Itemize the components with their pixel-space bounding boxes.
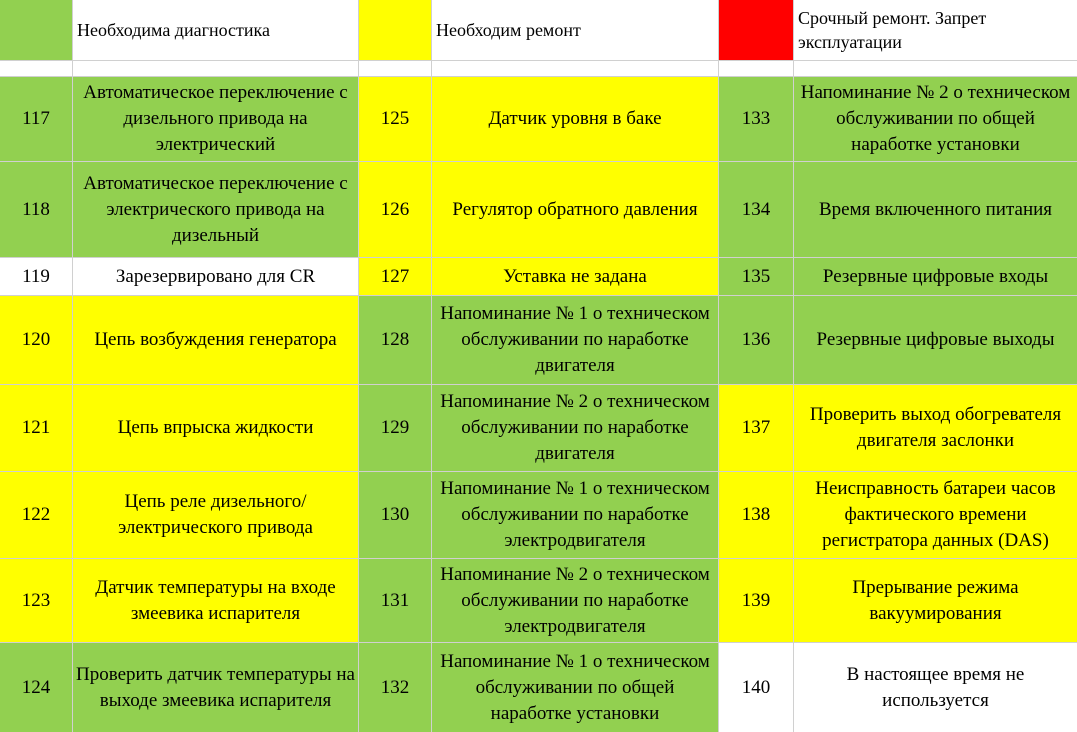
code-cell: 121 — [0, 385, 73, 471]
code-cell: 126 — [359, 162, 432, 257]
description-cell: Напоминание № 1 о техническом обслуживании по наработке электродвигателя — [432, 472, 719, 558]
description-cell: Зарезервировано для CR — [73, 258, 359, 295]
legend-swatch-yellow — [359, 0, 432, 60]
code-cell: 130 — [359, 472, 432, 558]
code-cell: 123 — [0, 559, 73, 642]
code-cell: 131 — [359, 559, 432, 642]
code-cell: 128 — [359, 296, 432, 384]
table-row — [0, 643, 1077, 732]
code-cell: 117 — [0, 77, 73, 161]
spacer-cell — [432, 61, 719, 76]
description-cell: Автоматическое переключение с электрического привода на дизельный — [73, 162, 359, 257]
spacer-row — [0, 61, 1077, 77]
code-cell: 118 — [0, 162, 73, 257]
description-cell: Напоминание № 2 о техническом обслуживании по наработке электродвигателя — [432, 559, 719, 642]
description-cell: В настоящее время не используется — [794, 643, 1077, 732]
description-cell: Проверить датчик температуры на выходе змеевика испарителя — [73, 643, 359, 732]
code-cell: 134 — [719, 162, 794, 257]
description-cell: Резервные цифровые входы — [794, 258, 1077, 295]
legend-row — [0, 0, 1077, 61]
table-row — [0, 77, 1077, 162]
code-cell: 129 — [359, 385, 432, 471]
spacer-cell — [0, 61, 73, 76]
spacer-cell — [73, 61, 359, 76]
code-cell: 119 — [0, 258, 73, 295]
spacer-cell — [359, 61, 432, 76]
spacer-cell — [794, 61, 1077, 76]
code-cell: 137 — [719, 385, 794, 471]
code-cell: 122 — [0, 472, 73, 558]
description-cell: Напоминание № 1 о техническом обслуживании по общей наработке установки — [432, 643, 719, 732]
code-cell: 132 — [359, 643, 432, 732]
code-cell: 125 — [359, 77, 432, 161]
code-cell: 124 — [0, 643, 73, 732]
table-row — [0, 385, 1077, 472]
code-cell: 133 — [719, 77, 794, 161]
description-cell: Напоминание № 1 о техническом обслуживании по наработке двигателя — [432, 296, 719, 384]
description-cell: Проверить выход обогревателя двигателя заслонки — [794, 385, 1077, 471]
description-cell: Время включенного питания — [794, 162, 1077, 257]
description-cell: Регулятор обратного давления — [432, 162, 719, 257]
table-row — [0, 162, 1077, 258]
table-row — [0, 472, 1077, 559]
table-row — [0, 559, 1077, 643]
code-cell: 139 — [719, 559, 794, 642]
code-cell: 138 — [719, 472, 794, 558]
description-cell: Автоматическое переключение с дизельного привода на электрический — [73, 77, 359, 161]
legend-swatch-green — [0, 0, 73, 60]
description-cell: Цепь впрыска жидкости — [73, 385, 359, 471]
spacer-cell — [719, 61, 794, 76]
legend-label-repair: Необходим ремонт — [432, 0, 719, 60]
description-cell: Напоминание № 2 о техническом обслуживании по наработке двигателя — [432, 385, 719, 471]
table-row — [0, 296, 1077, 385]
code-cell: 127 — [359, 258, 432, 295]
description-cell: Неисправность батареи часов фактического времени регистратора данных (DAS) — [794, 472, 1077, 558]
description-cell: Цепь реле дизельного/электрического привода — [73, 472, 359, 558]
code-cell: 135 — [719, 258, 794, 295]
legend-label-diagnostics: Необходима диагностика — [73, 0, 359, 60]
description-cell: Датчик температуры на входе змеевика испарителя — [73, 559, 359, 642]
legend-label-urgent: Срочный ремонт. Запрет эксплуатации — [798, 8, 987, 52]
code-cell: 120 — [0, 296, 73, 384]
description-cell: Уставка не задана — [432, 258, 719, 295]
description-cell: Прерывание режима вакуумирования — [794, 559, 1077, 642]
code-cell: 140 — [719, 643, 794, 732]
description-cell: Цепь возбуждения генератора — [73, 296, 359, 384]
description-cell: Датчик уровня в баке — [432, 77, 719, 161]
legend-swatch-red — [719, 0, 794, 60]
description-cell: Резервные цифровые выходы — [794, 296, 1077, 384]
table-row — [0, 258, 1077, 296]
description-cell: Напоминание № 2 о техническом обслуживании по общей наработке установки — [794, 77, 1077, 161]
code-cell: 136 — [719, 296, 794, 384]
